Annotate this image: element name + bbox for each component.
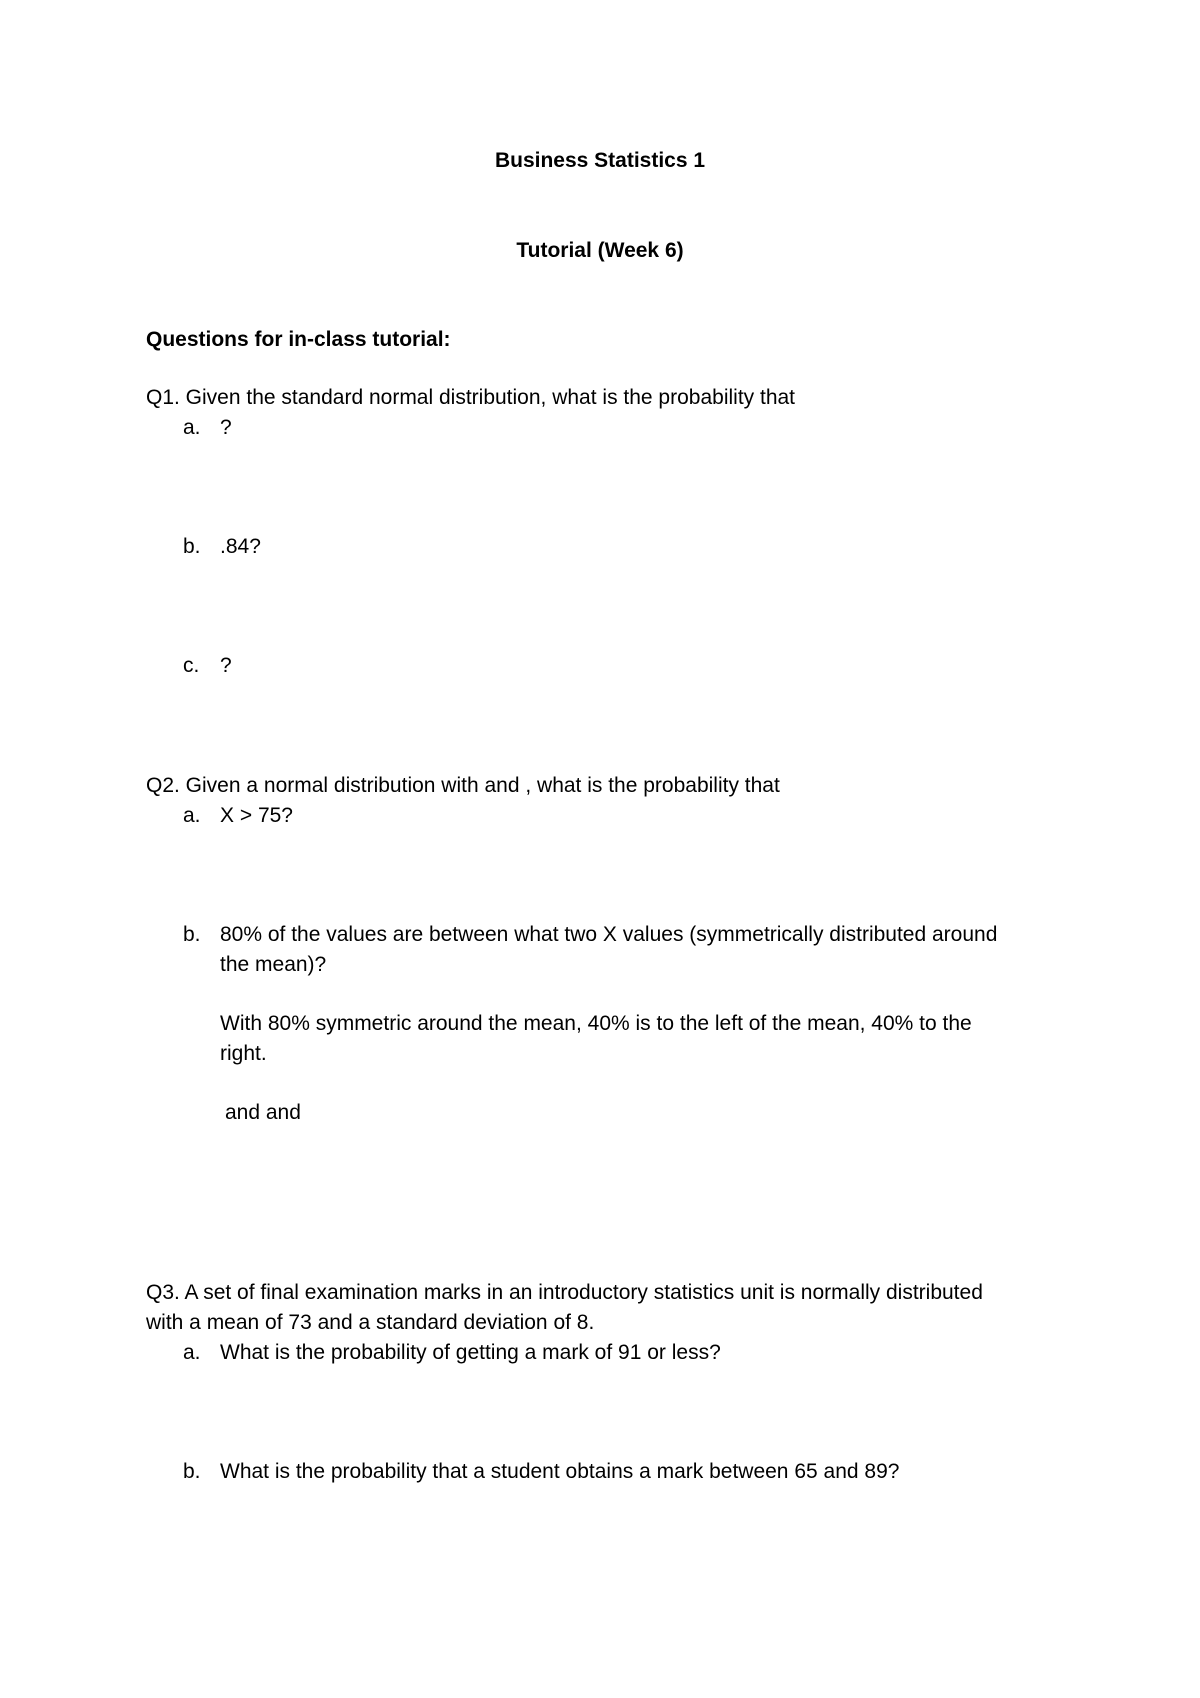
question-3b-text: What is the probability that a student obtains a mark between 65 and 89? [220, 1460, 900, 1483]
question-3-prompt-line1: Q3. A set of final examination marks in an introductory statistics unit is normally distributed [146, 1281, 983, 1304]
question-2b-note-line1: With 80% symmetric around the mean, 40% is to the left of the mean, 40% to the [220, 1012, 972, 1035]
question-1b-text: .84? [220, 535, 261, 558]
question-1c-marker: c. [183, 654, 200, 677]
question-2b-text-line2: the mean)? [220, 953, 327, 976]
question-2-prompt: Q2. Given a normal distribution with and , what is the probability that [146, 774, 780, 797]
question-2a-marker: a. [183, 804, 201, 827]
document-title: Business Statistics 1 [494, 149, 706, 172]
question-1c-text: ? [220, 654, 232, 677]
question-2a-text: X > 75? [220, 804, 293, 827]
question-1a-marker: a. [183, 416, 201, 439]
question-2b-marker: b. [183, 923, 201, 946]
document-subtitle: Tutorial (Week 6) [516, 239, 684, 262]
question-1b-marker: b. [183, 535, 201, 558]
question-3b-marker: b. [183, 1460, 201, 1483]
question-1-prompt: Q1. Given the standard normal distribution, what is the probability that [146, 386, 796, 409]
question-3a-text: What is the probability of getting a mark of 91 or less? [220, 1341, 721, 1364]
question-2b-note-line2: right. [220, 1042, 267, 1065]
question-3a-marker: a. [183, 1341, 201, 1364]
question-2b-note-line3: and and [225, 1101, 301, 1124]
question-2b-text-line1: 80% of the values are between what two X values (symmetrically distributed around [220, 923, 998, 946]
question-1a-text: ? [220, 416, 232, 439]
section-heading: Questions for in-class tutorial: [146, 328, 451, 351]
question-3-prompt-line2: with a mean of 73 and a standard deviation of 8. [146, 1311, 595, 1334]
